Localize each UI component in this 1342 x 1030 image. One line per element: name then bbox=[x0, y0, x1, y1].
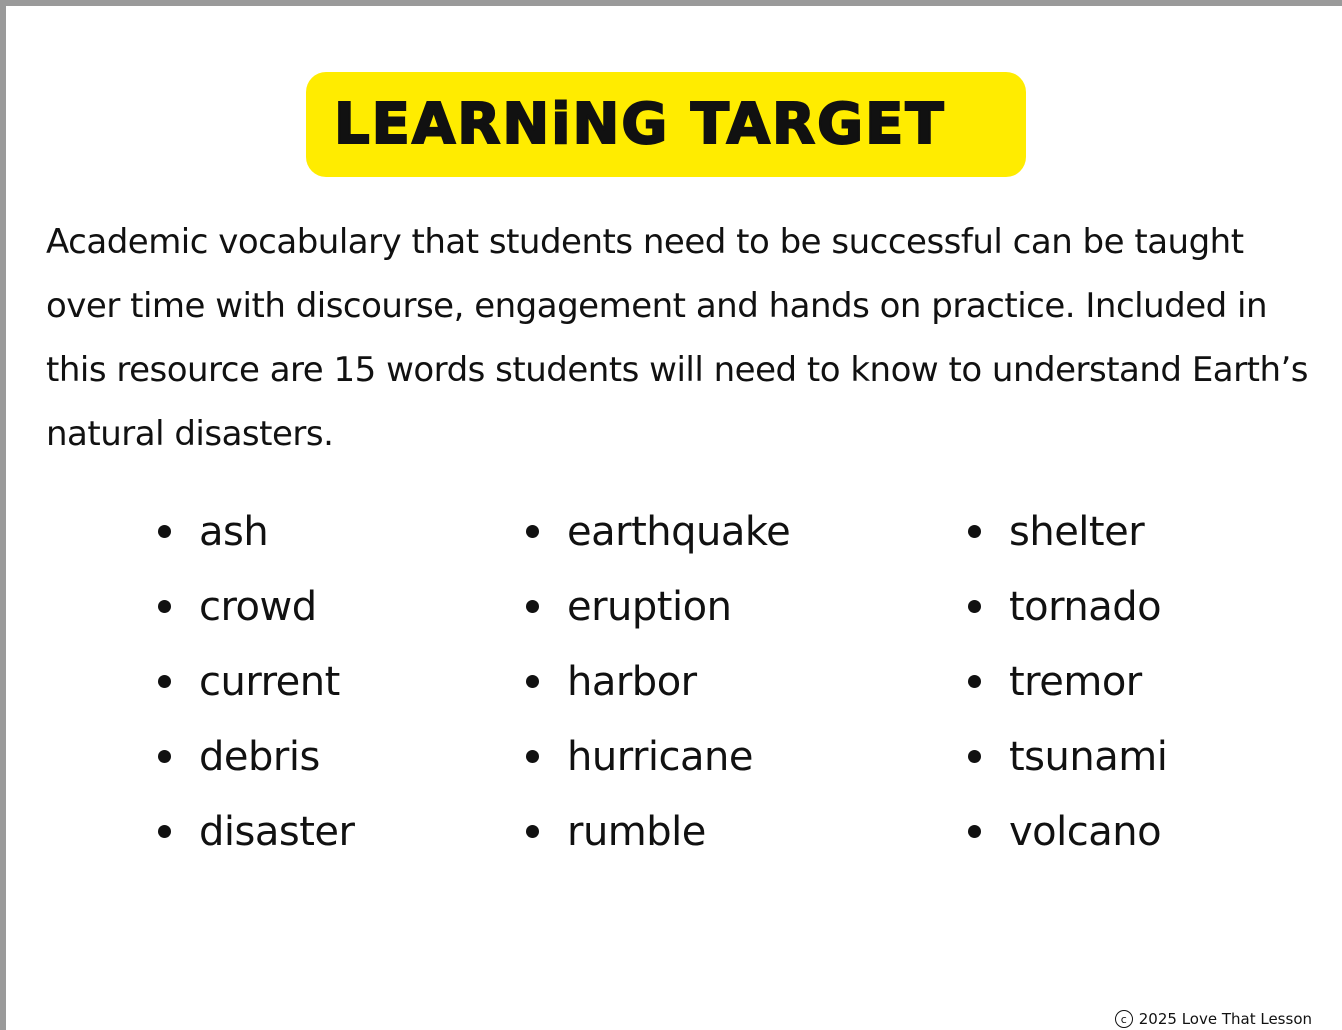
page-frame-top bbox=[0, 0, 1342, 6]
word-list-item bbox=[526, 569, 790, 644]
word-list-item bbox=[158, 794, 354, 869]
word-list-item bbox=[526, 644, 790, 719]
vocabulary-word: tsunami bbox=[1009, 733, 1168, 780]
vocabulary-word: ash bbox=[199, 508, 269, 555]
copyright-footer bbox=[1115, 1010, 1312, 1028]
word-list-item bbox=[968, 494, 1167, 569]
word-list-item bbox=[158, 644, 354, 719]
word-list-item bbox=[968, 794, 1167, 869]
vocabulary-word: tornado bbox=[1009, 583, 1162, 630]
vocabulary-word: debris bbox=[199, 733, 320, 780]
vocabulary-word: tremor bbox=[1009, 658, 1142, 705]
vocabulary-word: crowd bbox=[199, 583, 317, 630]
vocabulary-word: eruption bbox=[567, 583, 732, 630]
bullet-dot-icon bbox=[526, 525, 539, 538]
word-list-column-2 bbox=[526, 494, 790, 869]
word-list-item bbox=[968, 719, 1167, 794]
word-list-column-1 bbox=[158, 494, 354, 869]
word-list-column-3 bbox=[968, 494, 1167, 869]
word-list-item bbox=[968, 569, 1167, 644]
word-list-item bbox=[968, 644, 1167, 719]
bullet-dot-icon bbox=[968, 525, 981, 538]
word-list-item bbox=[526, 794, 790, 869]
page-frame-left bbox=[0, 0, 6, 1030]
word-list-item bbox=[526, 719, 790, 794]
bullet-dot-icon bbox=[968, 825, 981, 838]
copyright-icon: c bbox=[1115, 1010, 1133, 1028]
vocabulary-word: rumble bbox=[567, 808, 706, 855]
page-title: LEARNiNG TARGET bbox=[334, 92, 946, 157]
bullet-dot-icon bbox=[158, 825, 171, 838]
bullet-dot-icon bbox=[968, 750, 981, 763]
bullet-dot-icon bbox=[526, 675, 539, 688]
bullet-dot-icon bbox=[158, 675, 171, 688]
vocabulary-word: shelter bbox=[1009, 508, 1145, 555]
title-banner bbox=[306, 72, 1026, 177]
bullet-dot-icon bbox=[968, 675, 981, 688]
vocabulary-word: hurricane bbox=[567, 733, 753, 780]
bullet-dot-icon bbox=[158, 525, 171, 538]
bullet-dot-icon bbox=[526, 600, 539, 613]
word-list-item bbox=[526, 494, 790, 569]
vocabulary-word: harbor bbox=[567, 658, 697, 705]
bullet-dot-icon bbox=[968, 600, 981, 613]
vocabulary-word: volcano bbox=[1009, 808, 1162, 855]
bullet-dot-icon bbox=[158, 600, 171, 613]
copyright-text: 2025 Love That Lesson bbox=[1138, 1010, 1312, 1028]
vocabulary-word: earthquake bbox=[567, 508, 791, 555]
vocabulary-word: disaster bbox=[199, 808, 355, 855]
vocabulary-word: current bbox=[199, 658, 340, 705]
intro-paragraph: Academic vocabulary that students need to be successful can be taught over time with discourse, engagement and hands on practice. Included in this resource are 15 words students will need to know to understand Earth’s natural disasters. bbox=[46, 222, 1309, 454]
bullet-dot-icon bbox=[158, 750, 171, 763]
bullet-dot-icon bbox=[526, 750, 539, 763]
word-list-item bbox=[158, 494, 354, 569]
word-list-item bbox=[158, 569, 354, 644]
bullet-dot-icon bbox=[526, 825, 539, 838]
word-list-item bbox=[158, 719, 354, 794]
